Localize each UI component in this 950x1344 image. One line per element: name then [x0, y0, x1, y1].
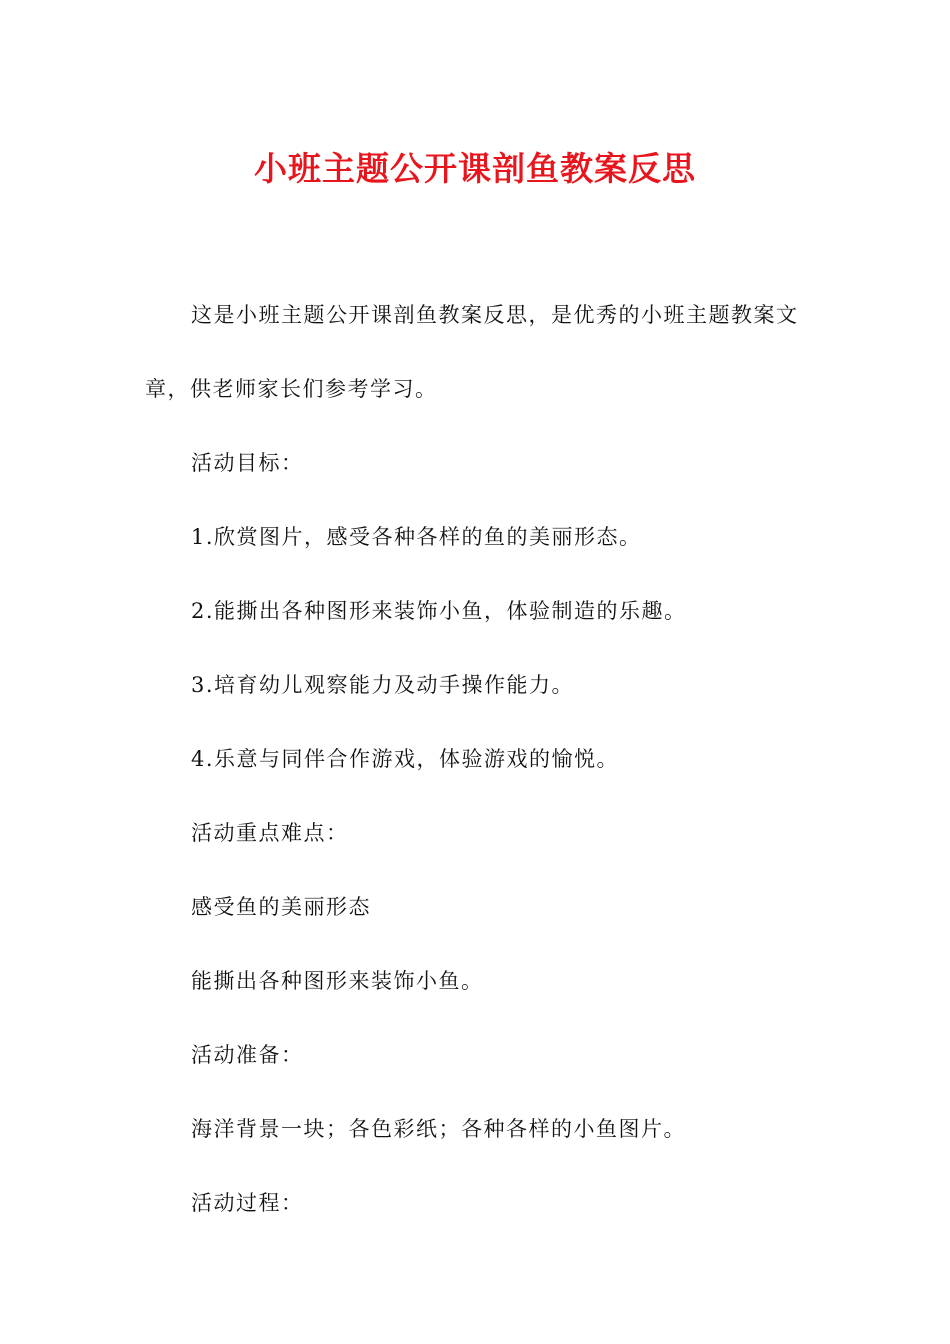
section-heading-goals: 活动目标：	[191, 451, 304, 475]
intro-paragraph: 这是小班主题公开课剖鱼教案反思，是优秀的小班主题教案文章，供老师家长们参考学习。	[145, 303, 799, 401]
preparation-text: 海洋背景一块；各色彩纸；各种各样的小鱼图片。	[191, 1117, 686, 1141]
section-heading-process: 活动过程：	[191, 1191, 304, 1215]
goal-item-4: 4.乐意与同伴合作游戏，体验游戏的愉悦。	[191, 747, 620, 771]
section-heading-key-points: 活动重点难点：	[191, 821, 349, 845]
section-heading-preparation: 活动准备：	[191, 1043, 304, 1067]
document-body	[145, 278, 805, 1240]
document-title: 小班主题公开课剖鱼教案反思	[254, 149, 696, 188]
goal-item-1: 1.欣赏图片，感受各种各样的鱼的美丽形态。	[191, 525, 642, 549]
goal-item-3: 3.培育幼儿观察能力及动手操作能力。	[191, 673, 575, 697]
key-point-1: 感受鱼的美丽形态	[191, 895, 371, 919]
key-point-2: 能撕出各种图形来装饰小鱼。	[191, 969, 484, 993]
goal-item-2: 2.能撕出各种图形来装饰小鱼，体验制造的乐趣。	[191, 599, 687, 623]
